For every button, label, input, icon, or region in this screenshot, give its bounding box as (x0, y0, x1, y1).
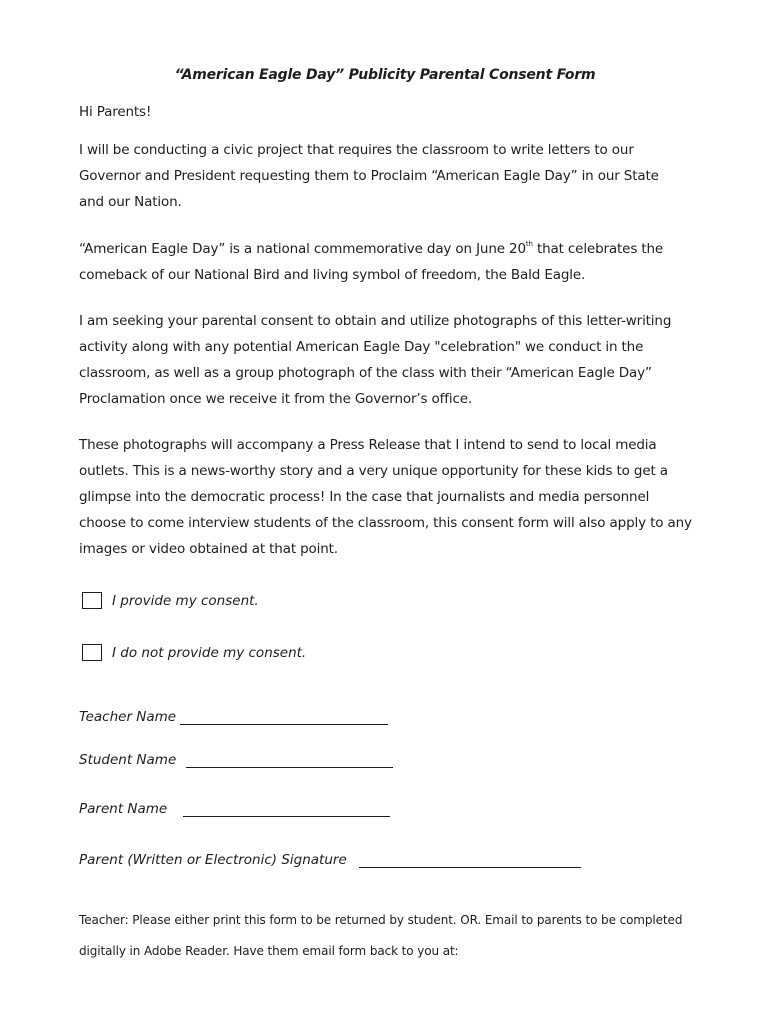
paragraph-line: activity along with any potential American Eagle Day "celebration" we conduct in the (79, 339, 644, 355)
paragraph-consent-request (79, 308, 719, 412)
instructions-line: digitally in Adobe Reader. Have them email form back to you at: (79, 944, 459, 958)
student-name-row (79, 752, 393, 768)
teacher-name-label: Teacher Name (79, 709, 177, 725)
paragraph-line: glimpse into the democratic process! In the case that journalists and media personnel (79, 489, 650, 505)
paragraph-text: “American Eagle Day” is a national commemorative day on June 20 (79, 241, 526, 257)
greeting (79, 99, 719, 125)
paragraph-line: Governor and President requesting them to Proclaim “American Eagle Day” in our State (79, 168, 659, 184)
paragraph-line (79, 236, 719, 262)
parent-signature-row (79, 852, 581, 868)
paragraph-press-release (79, 432, 719, 562)
paragraph-line: choose to come interview students of the classroom, this consent form will also apply to any (79, 515, 692, 531)
parent-signature-field[interactable] (359, 855, 581, 868)
paragraph-text: that celebrates the (532, 241, 664, 257)
ordinal-suffix: th (525, 239, 533, 248)
student-name-label: Student Name (79, 752, 177, 768)
parent-name-row (79, 801, 390, 817)
consent-yes-label: I provide my consent. (112, 592, 259, 609)
paragraph-line: I will be conducting a civic project that requires the classroom to write letters to our (79, 142, 634, 158)
paragraph-line: classroom, as well as a group photograph of the class with their “American Eagle Day” (79, 365, 652, 381)
consent-no-option[interactable] (82, 644, 306, 661)
teacher-name-field[interactable] (180, 712, 388, 725)
parent-name-label: Parent Name (79, 801, 168, 817)
greeting-text: Hi Parents! (79, 104, 152, 120)
instructions-line: Teacher: Please either print this form to be returned by student. OR. Email to parents to be completed (79, 913, 683, 927)
paragraph-line: Proclamation once we receive it from the Governor’s office. (79, 391, 473, 407)
teacher-instructions (79, 905, 719, 967)
paragraph-line: These photographs will accompany a Press Release that I intend to send to local media (79, 437, 657, 453)
paragraph-line: and our Nation. (79, 194, 182, 210)
consent-yes-checkbox[interactable] (82, 592, 102, 609)
paragraph-eagle-day (79, 236, 719, 288)
paragraph-line: comeback of our National Bird and living symbol of freedom, the Bald Eagle. (79, 267, 586, 283)
paragraph-line: outlets. This is a news-worthy story and a very unique opportunity for these kids to get a (79, 463, 668, 479)
consent-yes-option[interactable] (82, 592, 259, 609)
consent-no-label: I do not provide my consent. (112, 644, 307, 661)
paragraph-line: images or video obtained at that point. (79, 541, 338, 557)
form-title: “American Eagle Day” Publicity Parental Consent Form (174, 67, 596, 83)
parent-name-field[interactable] (183, 804, 390, 817)
paragraph-project (79, 137, 719, 215)
student-name-field[interactable] (186, 755, 393, 768)
paragraph-line: I am seeking your parental consent to obtain and utilize photographs of this letter-writing (79, 313, 672, 329)
consent-no-checkbox[interactable] (82, 644, 102, 661)
teacher-name-row (79, 709, 388, 725)
parent-signature-label: Parent (Written or Electronic) Signature (79, 852, 347, 868)
